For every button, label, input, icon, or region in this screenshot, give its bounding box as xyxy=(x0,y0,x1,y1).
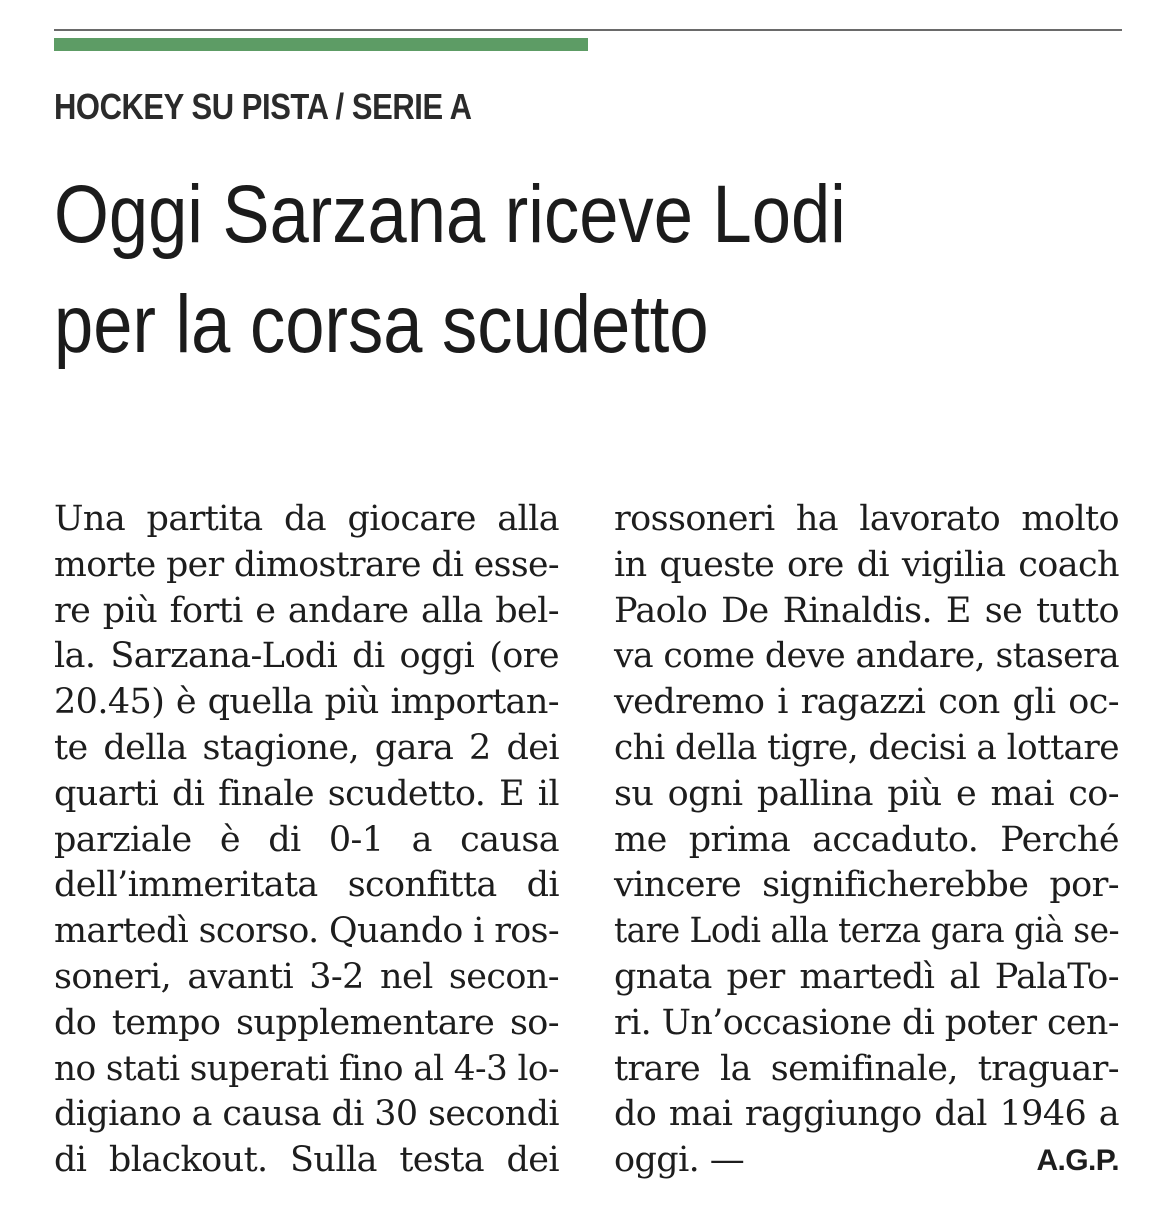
body-line: tare Lodi alla terza gara già se- xyxy=(614,911,1119,952)
closing-text: oggi. — xyxy=(614,1140,745,1181)
green-accent-bar xyxy=(54,38,588,51)
body-line: la. Sarzana-Lodi di oggi (ore xyxy=(54,636,559,677)
body-line: do tempo supplementare so- xyxy=(54,1002,559,1043)
body-line: chi della tigre, decisi a lottare xyxy=(614,727,1119,768)
body-line: rossoneri ha lavorato molto xyxy=(614,499,1119,539)
headline xyxy=(54,160,846,380)
body-line: soneri, avanti 3-2 nel secon- xyxy=(54,956,559,997)
section-kicker: HOCKEY SU PISTA / SERIE A xyxy=(54,86,472,127)
body-line: 20.45) è quella più importan- xyxy=(54,682,559,723)
headline-line-1: Oggi Sarzana riceve Lodi xyxy=(54,169,846,260)
body-line: dell’immeritata sconfitta di xyxy=(54,865,559,906)
body-line: in queste ore di vigilia coach xyxy=(614,544,1119,585)
body-line-final xyxy=(614,1138,1119,1184)
body-line: vedremo i ragazzi con gli oc- xyxy=(614,682,1119,723)
body-line: digiano a causa di 30 secondi xyxy=(54,1094,559,1135)
body-line: parziale è di 0-1 a causa xyxy=(54,819,559,860)
body-line: va come deve andare, stasera xyxy=(614,636,1119,677)
body-line: di blackout. Sulla testa dei xyxy=(54,1140,559,1181)
author-signature: A.G.P. xyxy=(1036,1144,1119,1178)
body-line: Paolo De Rinaldis. E se tutto xyxy=(614,590,1119,631)
body-column-right xyxy=(614,497,1119,1184)
top-rule-line xyxy=(54,29,1122,31)
body-line: Una partita da giocare alla xyxy=(54,499,559,539)
body-line: vincere significherebbe por- xyxy=(614,865,1119,906)
headline-line-2: per la corsa scudetto xyxy=(54,279,709,370)
body-line: martedì scorso. Quando i ros- xyxy=(54,911,559,952)
body-line: quarti di finale scudetto. E il xyxy=(54,773,559,814)
body-line: no stati superati fino al 4-3 lo- xyxy=(54,1048,559,1089)
body-line: te della stagione, gara 2 dei xyxy=(54,727,559,768)
body-line: ri. Un’occasione di poter cen- xyxy=(614,1002,1119,1043)
body-column-left xyxy=(54,497,559,1184)
body-line: do mai raggiungo dal 1946 a xyxy=(614,1094,1119,1135)
body-line: morte per dimostrare di esse- xyxy=(54,544,559,585)
body-line: su ogni pallina più e mai co- xyxy=(614,773,1119,814)
body-line: me prima accaduto. Perché xyxy=(614,819,1119,860)
body-line: gnata per martedì al PalaTo- xyxy=(614,956,1119,997)
body-line: re più forti e andare alla bel- xyxy=(54,590,559,631)
body-line: trare la semifinale, traguar- xyxy=(614,1048,1119,1089)
